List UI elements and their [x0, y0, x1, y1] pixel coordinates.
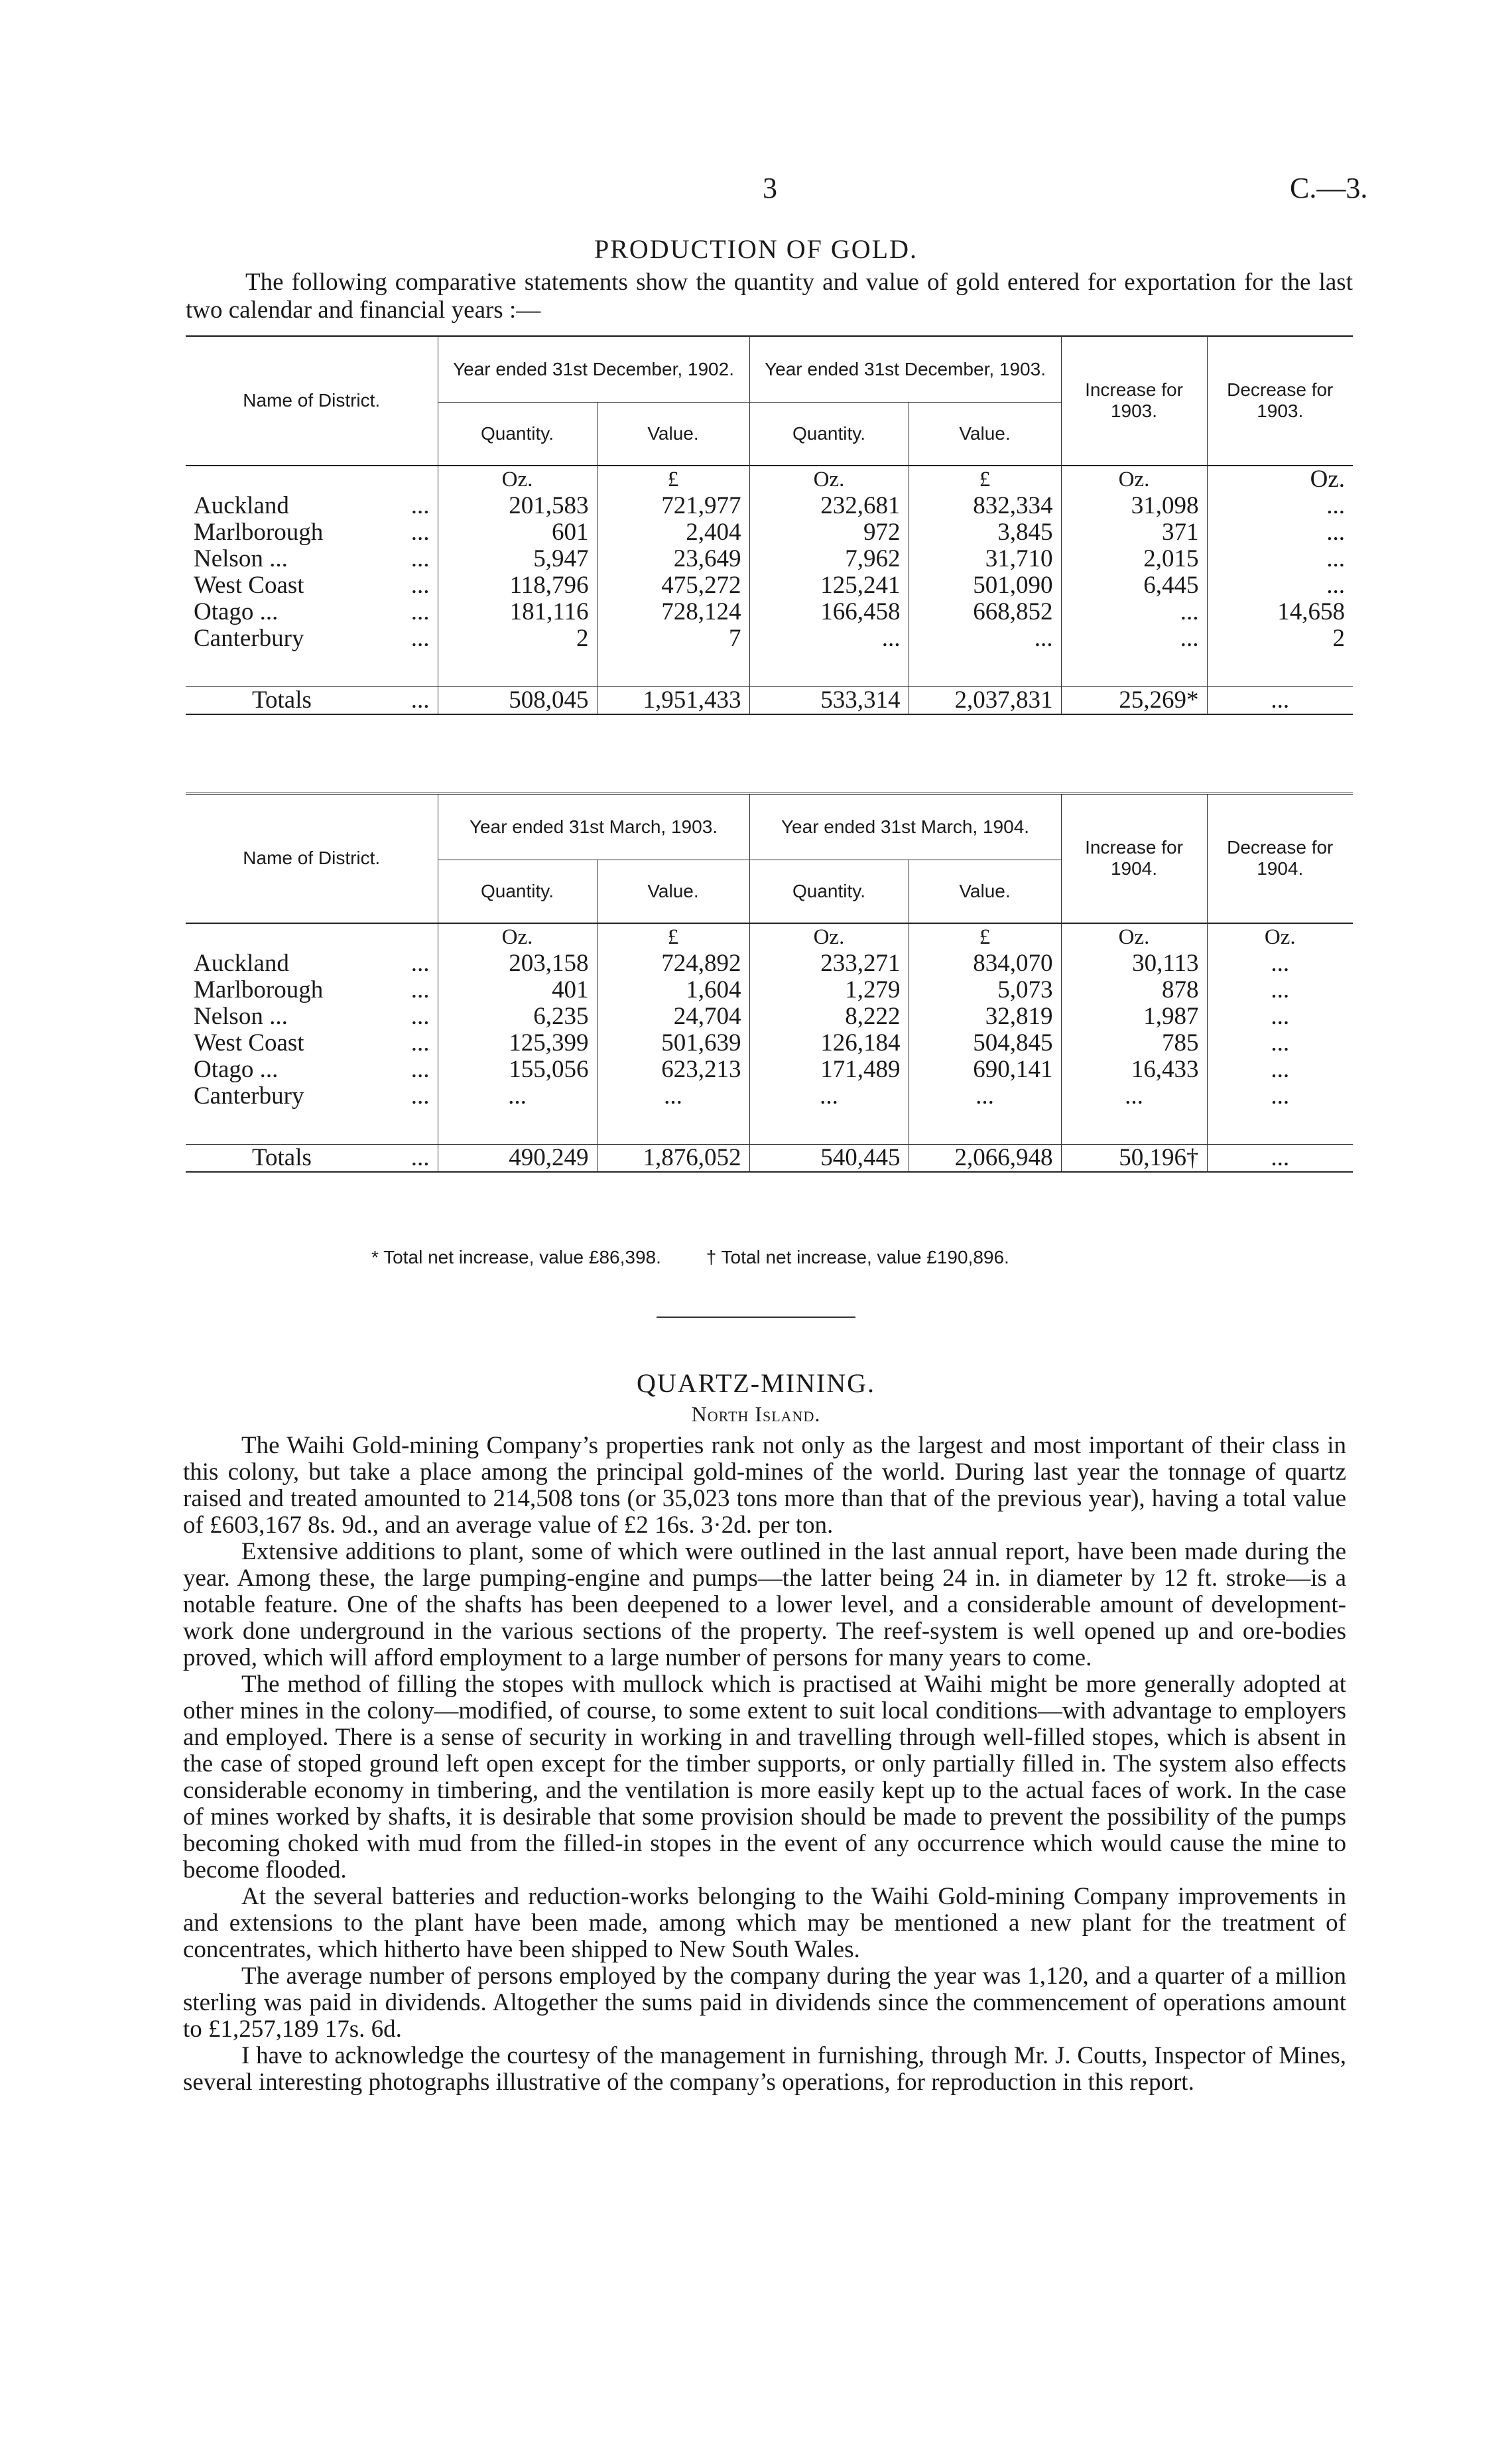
quantity-cell: ... — [438, 1083, 597, 1110]
quantity-cell: 232,681 — [749, 493, 909, 519]
decrease-cell: ... — [1207, 493, 1353, 519]
value-cell: 721,977 — [597, 493, 749, 519]
district-name: Otago ... — [194, 598, 279, 625]
period-2-header: Year ended 31st March, 1904. — [749, 794, 1061, 860]
quantity-cell: 7,962 — [749, 546, 909, 572]
quantity-cell: ... — [749, 625, 909, 652]
quantity-header: Quantity. — [749, 860, 909, 923]
unit-label: £ — [909, 923, 1061, 950]
increase-cell: 1,987 — [1061, 1003, 1207, 1030]
value-cell: 2,404 — [597, 519, 749, 546]
section-title: QUARTZ-MINING. — [637, 1368, 875, 1398]
footnote-1: * Total net increase, value £86,398. — [371, 1247, 661, 1267]
value-cell: 504,845 — [909, 1030, 1061, 1057]
total-increase-cell: 25,269* — [1061, 686, 1207, 714]
decrease-cell: ... — [1207, 1030, 1353, 1057]
value-cell: 501,639 — [597, 1030, 749, 1057]
total-quantity-cell: 540,445 — [749, 1144, 909, 1172]
value-cell: 23,649 — [597, 546, 749, 572]
totals-label: Totals — [252, 1143, 312, 1171]
quantity-header: Quantity. — [438, 860, 597, 923]
paragraph: The Waihi Gold-mining Company’s properties rank not only as the largest and most important of their class in this colony, but take a place among the principal gold-mines of the world. During last year the tonnage of quartz raised and treated amounted to 214,508 tons (or 35,023 tons more than that of the previous year), having a total value of £603,167 8s. 9d., and an average value of £2 16s. 3·2d. per ton. — [183, 1432, 1346, 1539]
decrease-header: Decrease for 1903. — [1207, 336, 1353, 466]
value-cell: 623,213 — [597, 1057, 749, 1083]
unit-label: Oz. — [438, 923, 597, 950]
page-title: PRODUCTION OF GOLD. — [594, 234, 918, 264]
paragraph: The method of filling the stopes with mullock which is practised at Waihi might be more generally adopted at other mines in the colony—modified, of course, to some extent to suit local conditions—with advantage to employers and employed. There is a sense of security in working in and travelling through well-filled stopes, which is absent in the case of stoped ground left open except for the timber supports, or only partially filled in. The system also effects considerable economy in timbering, and the ventilation is more easily kept up to the actual faces of work. In the case of mines worked by shafts, it is desirable that some provision should be made to prevent the possibility of the pumps becoming choked with mud from the filled-in stopes in the event of any occurrence which would cause the mine to become flooded. — [183, 1671, 1346, 1884]
decrease-cell: ... — [1207, 546, 1353, 572]
value-cell: 5,073 — [909, 977, 1061, 1003]
total-quantity-cell: 508,045 — [438, 686, 597, 714]
value-cell: ... — [909, 1083, 1061, 1110]
district-name: West Coast — [194, 571, 304, 599]
decrease-cell: ... — [1207, 572, 1353, 599]
table-row: Canterbury ... ... ... ... ... ... ... — [186, 1083, 1353, 1110]
table-row: Nelson ... ... 6,235 24,704 8,222 32,819 1,987 ... — [186, 1003, 1353, 1030]
increase-cell: ... — [1061, 625, 1207, 652]
totals-label: Totals — [252, 686, 312, 714]
table-row: Otago ... ... 155,056 623,213 171,489 690,141 16,433 ... — [186, 1057, 1353, 1083]
decrease-cell: ... — [1207, 1003, 1353, 1030]
gold-table-financial — [186, 793, 1353, 1173]
table-row: Auckland ... 201,583 721,977 232,681 832,334 31,098 ... — [186, 493, 1353, 519]
total-decrease-cell: ... — [1207, 686, 1353, 714]
paragraph: At the several batteries and reduction-works belonging to the Waihi Gold-mining Company improvements in and extensions to the plant have been made, among which may be mentioned a new plant for the treatment of concentrates, which hitherto have been shipped to New South Wales. — [183, 1883, 1346, 1963]
quantity-cell: 181,116 — [438, 599, 597, 625]
district-name: Canterbury — [194, 1082, 304, 1110]
quantity-header: Quantity. — [749, 403, 909, 466]
decrease-cell: ... — [1207, 950, 1353, 977]
decrease-cell: 14,658 — [1207, 599, 1353, 625]
quantity-header: Quantity. — [438, 403, 597, 466]
increase-cell: 2,015 — [1061, 546, 1207, 572]
page-number: 3 — [763, 172, 777, 204]
value-cell: 7 — [597, 625, 749, 652]
section-subtitle: North Island. — [691, 1402, 821, 1426]
total-decrease-cell: ... — [1207, 1144, 1353, 1172]
increase-cell: ... — [1061, 599, 1207, 625]
total-value-cell: 2,066,948 — [909, 1144, 1061, 1172]
increase-cell: 371 — [1061, 519, 1207, 546]
quantity-cell: 125,399 — [438, 1030, 597, 1057]
value-header: Value. — [909, 860, 1061, 923]
value-cell: 690,141 — [909, 1057, 1061, 1083]
value-cell: 832,334 — [909, 493, 1061, 519]
quantity-cell: 1,279 — [749, 977, 909, 1003]
quantity-cell: 203,158 — [438, 950, 597, 977]
quantity-cell: 972 — [749, 519, 909, 546]
district-name: West Coast — [194, 1029, 304, 1057]
table-row: Canterbury ... 2 7 ... ... ... 2 — [186, 625, 1353, 652]
table-row: Marlborough ... 401 1,604 1,279 5,073 878 ... — [186, 977, 1353, 1003]
increase-cell: 785 — [1061, 1030, 1207, 1057]
table-row: West Coast ... 125,399 501,639 126,184 504,845 785 ... — [186, 1030, 1353, 1057]
value-cell: 668,852 — [909, 599, 1061, 625]
district-name: Canterbury — [194, 624, 304, 652]
value-cell: 834,070 — [909, 950, 1061, 977]
district-name: Nelson ... — [194, 545, 288, 572]
value-cell: 475,272 — [597, 572, 749, 599]
quantity-cell: 6,235 — [438, 1003, 597, 1030]
value-header: Value. — [597, 403, 749, 466]
unit-label: Oz. — [749, 466, 909, 493]
total-quantity-cell: 490,249 — [438, 1144, 597, 1172]
paragraph: The average number of persons employed by the company during the year was 1,120, and a quarter of a million sterling was paid in dividends. Altogether the sums paid in dividends since the commencement of operations amount to £1,257,189 17s. 6d. — [183, 1962, 1346, 2043]
intro-paragraph: The following comparative statements show the quantity and value of gold entered for exportation for the last two calendar and financial years :— — [186, 269, 1353, 324]
value-cell: 3,845 — [909, 519, 1061, 546]
district-name: Marlborough — [194, 976, 324, 1003]
decrease-cell: 2 — [1207, 625, 1353, 652]
value-cell: 728,124 — [597, 599, 749, 625]
unit-label: Oz. — [1061, 923, 1207, 950]
district-name: Nelson ... — [194, 1002, 288, 1030]
decrease-header: Decrease for 1904. — [1207, 794, 1353, 923]
unit-label: £ — [909, 466, 1061, 493]
district-name: Marlborough — [194, 518, 324, 546]
section-divider — [657, 1317, 855, 1318]
value-cell: ... — [909, 625, 1061, 652]
value-cell: 501,090 — [909, 572, 1061, 599]
value-cell: ... — [597, 1083, 749, 1110]
decrease-cell: ... — [1207, 519, 1353, 546]
quantity-cell: 8,222 — [749, 1003, 909, 1030]
increase-cell: 16,433 — [1061, 1057, 1207, 1083]
total-quantity-cell: 533,314 — [749, 686, 909, 714]
value-cell: 24,704 — [597, 1003, 749, 1030]
total-value-cell: 2,037,831 — [909, 686, 1061, 714]
quantity-cell: 118,796 — [438, 572, 597, 599]
quantity-cell: 126,184 — [749, 1030, 909, 1057]
total-value-cell: 1,876,052 — [597, 1144, 749, 1172]
period-1-header: Year ended 31st December, 1902. — [438, 336, 749, 403]
total-value-cell: 1,951,433 — [597, 686, 749, 714]
quantity-cell: ... — [749, 1083, 909, 1110]
increase-cell: 31,098 — [1061, 493, 1207, 519]
quantity-cell: 401 — [438, 977, 597, 1003]
district-name: Auckland — [194, 491, 289, 519]
district-name: Auckland — [194, 949, 289, 977]
value-cell: 1,604 — [597, 977, 749, 1003]
totals-row: Totals ... 508,045 1,951,433 533,314 2,037,831 25,269* ... — [186, 686, 1353, 714]
increase-cell: 6,445 — [1061, 572, 1207, 599]
footnote-2: † Total net increase, value £190,896. — [706, 1247, 1009, 1267]
table-row: Nelson ... ... 5,947 23,649 7,962 31,710 2,015 ... — [186, 546, 1353, 572]
increase-cell: ... — [1061, 1083, 1207, 1110]
value-cell: 724,892 — [597, 950, 749, 977]
unit-label: £ — [597, 923, 749, 950]
page-header — [0, 171, 1512, 211]
quantity-cell: 5,947 — [438, 546, 597, 572]
unit-label: Oz. — [438, 466, 597, 493]
name-of-district-header: Name of District. — [243, 848, 381, 869]
unit-label: Oz. — [749, 923, 909, 950]
decrease-cell: ... — [1207, 1083, 1353, 1110]
value-header: Value. — [909, 403, 1061, 466]
decrease-cell: ... — [1207, 977, 1353, 1003]
quantity-cell: 166,458 — [749, 599, 909, 625]
paragraph: Extensive additions to plant, some of which were outlined in the last annual report, have been made during the year. Among these, the large pumping-engine and pumps—the latter being 24 in. in diameter by 12 ft. stroke—is a notable feature. One of the shafts has been deepened to a lower level, and a considerable amount of development-work done underground in the various sections of the property. The reef-system is well opened up and ore-bodies proved, which will afford employment to a large number of persons for many years to come. — [183, 1538, 1346, 1671]
value-cell: 31,710 — [909, 546, 1061, 572]
quantity-cell: 125,241 — [749, 572, 909, 599]
increase-header: Increase for 1903. — [1061, 336, 1207, 466]
quantity-cell: 233,271 — [749, 950, 909, 977]
decrease-cell: ... — [1207, 1057, 1353, 1083]
table-row: Otago ... ... 181,116 728,124 166,458 668,852 ... 14,658 — [186, 599, 1353, 625]
gold-table-calendar — [186, 335, 1353, 715]
document-reference: C.—3. — [1290, 172, 1368, 204]
totals-row: Totals ... 490,249 1,876,052 540,445 2,066,948 50,196† ... — [186, 1144, 1353, 1172]
increase-cell: 878 — [1061, 977, 1207, 1003]
section-body — [183, 1433, 1346, 2096]
total-increase-cell: 50,196† — [1061, 1144, 1207, 1172]
value-cell: 32,819 — [909, 1003, 1061, 1030]
paragraph: I have to acknowledge the courtesy of the management in furnishing, through Mr. J. Coutts, Inspector of Mines, several interesting photographs illustrative of the company’s operations, for reproduction in this report. — [183, 2042, 1346, 2096]
quantity-cell: 601 — [438, 519, 597, 546]
quantity-cell: 201,583 — [438, 493, 597, 519]
unit-label: Oz. — [1061, 466, 1207, 493]
unit-label: Oz. — [1207, 466, 1353, 493]
district-name: Otago ... — [194, 1055, 279, 1083]
period-2-header: Year ended 31st December, 1903. — [749, 336, 1061, 403]
quantity-cell: 171,489 — [749, 1057, 909, 1083]
unit-label: Oz. — [1207, 923, 1353, 950]
value-header: Value. — [597, 860, 749, 923]
increase-header: Increase for 1904. — [1061, 794, 1207, 923]
table-row: Auckland ... 203,158 724,892 233,271 834,070 30,113 ... — [186, 950, 1353, 977]
table-row: Marlborough ... 601 2,404 972 3,845 371 ... — [186, 519, 1353, 546]
table-row: West Coast ... 118,796 475,272 125,241 501,090 6,445 ... — [186, 572, 1353, 599]
quantity-cell: 2 — [438, 625, 597, 652]
footnotes — [371, 1247, 1049, 1268]
name-of-district-header: Name of District. — [243, 390, 381, 411]
unit-label: £ — [597, 466, 749, 493]
period-1-header: Year ended 31st March, 1903. — [438, 794, 749, 860]
quantity-cell: 155,056 — [438, 1057, 597, 1083]
increase-cell: 30,113 — [1061, 950, 1207, 977]
